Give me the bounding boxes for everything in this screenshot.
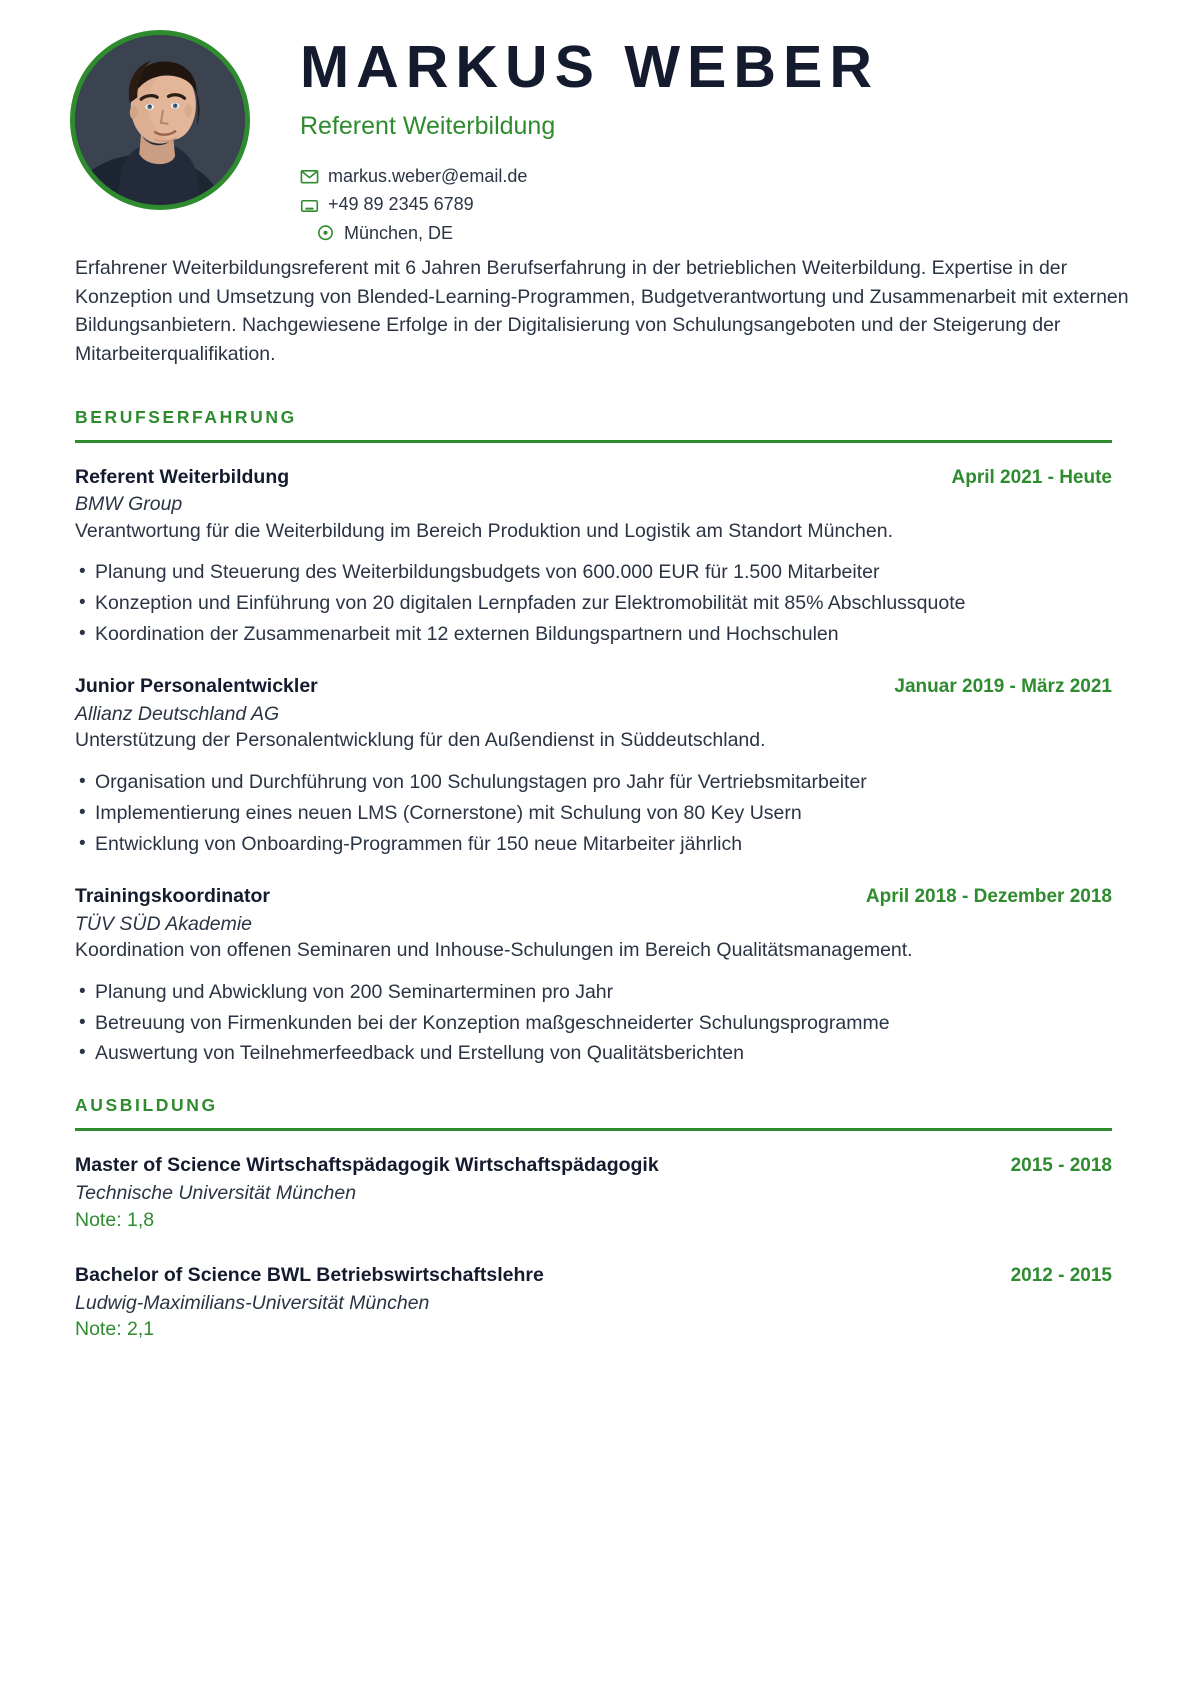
degree-dates: 2012 - 2015 [1010,1265,1112,1287]
degree-title: Bachelor of Science BWL Betriebswirtschaftslehre [75,1264,544,1287]
entry-header [75,674,1112,699]
list-item: • Koordination der Zusammenarbeit mit 12 externen Bildungspartnern und Hochschulen [75,622,1112,648]
list-item: • Betreuung von Firmenkunden bei der Konzeption maßgeschneiderter Schulungsprogramme [75,1011,1112,1037]
education-section-title: AUSBILDUNG [75,1095,218,1116]
job-company: Allianz Deutschland AG [75,702,280,725]
experience-section-title: BERUFSERFAHRUNG [75,406,297,427]
contact-location[interactable] [300,224,1180,244]
job-description: Koordination von offenen Seminaren und Inhouse-Schulungen im Bereich Qualitätsmanagement. [75,938,913,961]
job-achievement-list [75,770,1112,858]
job-dates: Januar 2019 - März 2021 [894,676,1112,698]
job-company: BMW Group [75,493,183,516]
education-entry [75,1263,1112,1343]
degree-grade: Note: 2,1 [75,1318,155,1341]
experience-entry [75,884,1112,1068]
experience-entry [75,674,1112,858]
avatar-image [75,35,245,205]
list-item: • Organisation und Durchführung von 100 Schulungstagen pro Jahr für Vertriebsmitarbeiter [75,770,1112,796]
list-item: • Planung und Steuerung des Weiterbildungsbudgets von 600.000 EUR für 1.500 Mitarbeiter [75,560,1112,586]
list-item: • Auswertung von Teilnehmerfeedback und Erstellung von Qualitätsberichten [75,1041,1112,1067]
contact-phone[interactable] [300,195,1180,215]
envelope-icon [300,167,319,186]
entry-header [75,1153,1112,1178]
list-item: • Konzeption und Einführung von 20 digitalen Lernpfaden zur Elektromobilität mit 85% Abschlussquote [75,591,1112,617]
institution-name: Technische Universität München [75,1182,357,1205]
experience-section [0,407,1190,1068]
list-item: • Planung und Abwicklung von 200 Seminarterminen pro Jahr [75,980,1112,1006]
page-title: MARKUS WEBER [300,34,879,100]
contact-email-value: markus.weber@email.de [328,165,528,186]
job-title: Referent Weiterbildung [300,112,556,140]
education-section [0,1095,1190,1343]
avatar [70,30,250,210]
section-divider [75,1128,1112,1131]
job-role: Junior Personalentwickler [75,675,318,698]
job-achievement-list [75,980,1112,1068]
location-pin-icon [316,224,335,243]
job-company: TÜV SÜD Akademie [75,912,252,935]
entry-header [75,465,1112,490]
job-dates: April 2021 - Heute [951,466,1112,488]
job-role: Referent Weiterbildung [75,465,290,488]
entry-header [75,884,1112,909]
job-achievement-list [75,560,1112,648]
experience-entry [75,465,1112,649]
contact-phone-value: +49 89 2345 6789 [328,194,474,215]
job-role: Trainingskoordinator [75,884,271,907]
job-description: Verantwortung für die Weiterbildung im Bereich Produktion und Logistik am Standort München. [75,519,894,542]
degree-dates: 2015 - 2018 [1010,1155,1112,1177]
entry-header [75,1263,1112,1288]
degree-grade: Note: 1,8 [75,1208,155,1231]
contact-list [300,167,1180,244]
job-dates: April 2018 - Dezember 2018 [865,885,1112,907]
section-divider [75,440,1112,443]
job-description: Unterstützung der Personalentwicklung für den Außendienst in Süddeutschland. [75,729,766,752]
education-entry [75,1153,1112,1233]
professional-summary: Erfahrener Weiterbildungsreferent mit 6 Jahren Berufserfahrung in der betrieblichen Weiterbildung. Expertise in der Konzeption und Umsetzung von Blended-Learning-Programmen, Budgetverantwortung und Zusammenarbeit mit externen Bildungsanbietern. Nachgewiesene Erfolge in der Digitalisierung von Schulungsangeboten und der Steigerung der Mitarbeiterqualifikation. [75,257,1129,365]
resume-header [0,0,1190,250]
phone-icon [300,196,319,215]
list-item: • Implementierung eines neuen LMS (Cornerstone) mit Schulung von 80 Key Usern [75,801,1112,827]
portrait-illustration [75,35,245,205]
list-item: • Entwicklung von Onboarding-Programmen für 150 neue Mitarbeiter jährlich [75,832,1112,858]
contact-email[interactable] [300,167,1180,187]
degree-title: Master of Science Wirtschaftspädagogik Wirtschaftspädagogik [75,1154,659,1177]
institution-name: Ludwig-Maximilians-Universität München [75,1291,430,1314]
contact-location-value: München, DE [344,223,454,244]
header-text-block [300,34,1180,253]
